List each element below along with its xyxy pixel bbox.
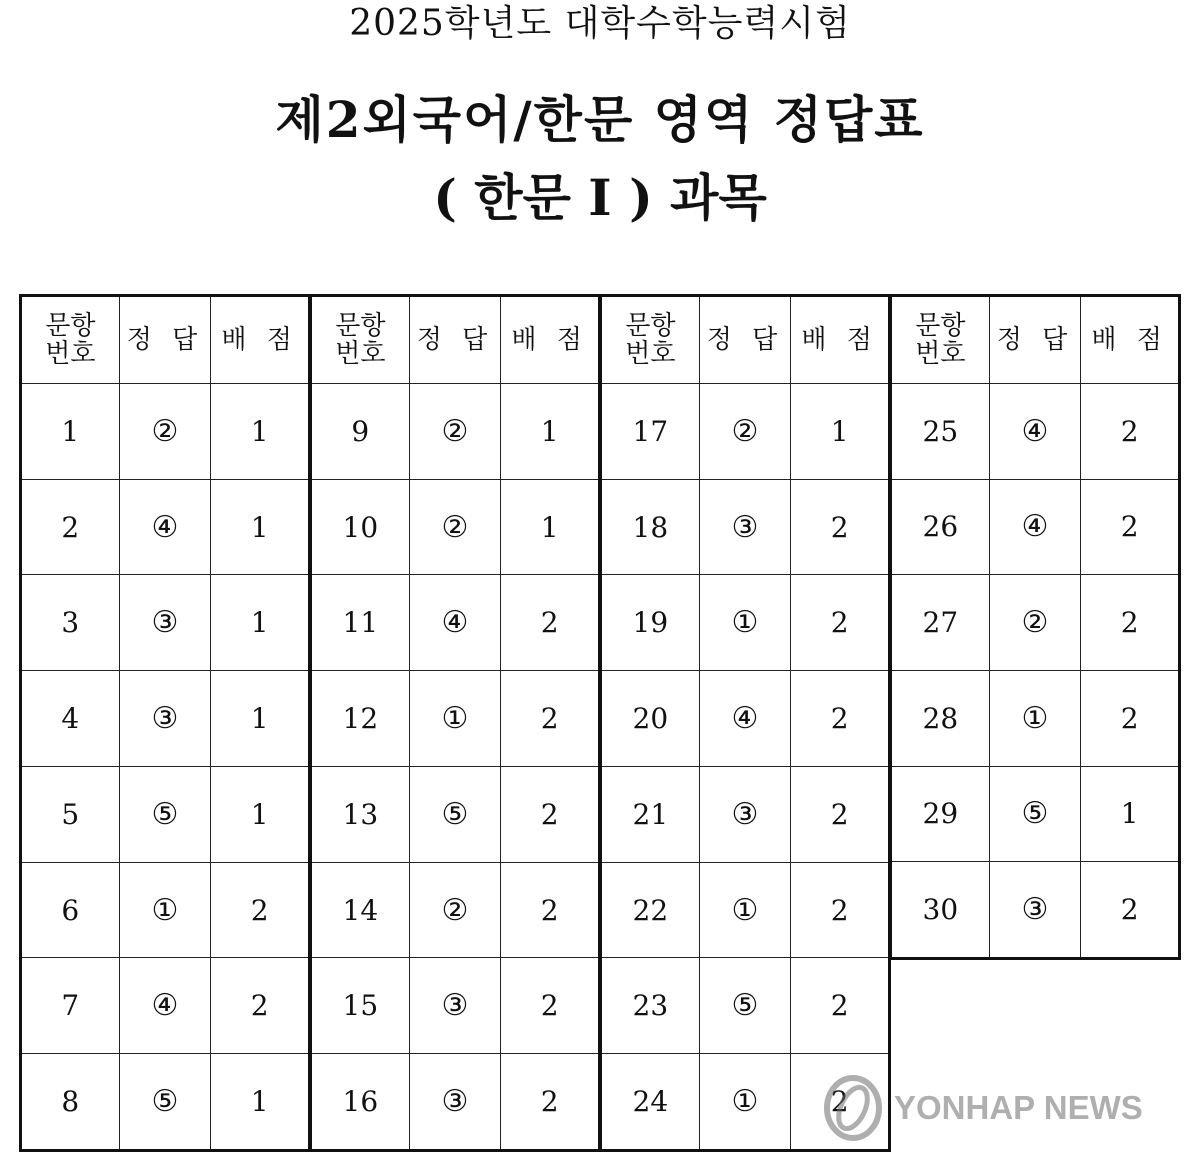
yonhap-logo-icon xyxy=(822,1073,884,1143)
answer-cell: ③ xyxy=(989,862,1081,959)
header-row xyxy=(891,296,1180,384)
points-cell: 2 xyxy=(501,671,600,767)
yonhap-news-watermark xyxy=(822,1068,1192,1148)
points-cell: 1 xyxy=(211,575,310,671)
answer-cell: ⑤ xyxy=(989,766,1081,862)
points-cell: 1 xyxy=(1081,766,1180,862)
points-cell: 2 xyxy=(211,862,310,958)
answer-header: 정 답 xyxy=(699,296,791,384)
table-row xyxy=(891,862,1180,959)
question-number-cell: 6 xyxy=(21,862,120,958)
question-number-header-line1: 문항 xyxy=(335,311,386,341)
question-number-cell: 14 xyxy=(311,862,410,958)
answer-cell: ② xyxy=(409,479,501,575)
answer-table-block-1 xyxy=(19,294,311,1152)
answer-header: 정 답 xyxy=(409,296,501,384)
table-row xyxy=(311,1054,600,1151)
points-cell: 2 xyxy=(1081,479,1180,575)
question-number-cell: 21 xyxy=(601,766,700,862)
points-cell: 1 xyxy=(211,479,310,575)
question-number-cell: 22 xyxy=(601,862,700,958)
question-number-cell: 13 xyxy=(311,766,410,862)
question-number-header-line2: 번호 xyxy=(915,339,966,369)
table-row xyxy=(601,862,890,958)
question-number-cell: 19 xyxy=(601,575,700,671)
answer-header: 정 답 xyxy=(119,296,211,384)
answer-cell: ② xyxy=(119,384,211,480)
table-row xyxy=(311,479,600,575)
answer-cell: ③ xyxy=(699,766,791,862)
question-number-header xyxy=(601,296,700,384)
question-number-cell: 1 xyxy=(21,384,120,480)
table-row xyxy=(21,671,310,767)
question-number-cell: 4 xyxy=(21,671,120,767)
question-number-header xyxy=(311,296,410,384)
answer-cell: ③ xyxy=(119,575,211,671)
table-row xyxy=(601,766,890,862)
table-row xyxy=(311,862,600,958)
points-cell: 2 xyxy=(791,958,890,1054)
points-cell: 2 xyxy=(501,575,600,671)
answer-cell: ③ xyxy=(409,1054,501,1151)
table-row xyxy=(311,384,600,480)
answer-cell: ⑤ xyxy=(119,766,211,862)
question-number-header-line2: 번호 xyxy=(45,339,96,369)
section-title: 제2외국어/한문 영역 정답표 xyxy=(275,90,925,149)
table-row xyxy=(21,575,310,671)
table-row xyxy=(21,862,310,958)
points-cell: 2 xyxy=(791,575,890,671)
header-row xyxy=(311,296,600,384)
table-row xyxy=(311,575,600,671)
table-row xyxy=(311,766,600,862)
answer-cell: ③ xyxy=(699,479,791,575)
table-row xyxy=(601,575,890,671)
answer-cell: ② xyxy=(699,384,791,480)
answer-cell: ② xyxy=(409,384,501,480)
answer-cell: ① xyxy=(699,862,791,958)
question-number-header-line1: 문항 xyxy=(625,311,676,341)
answer-cell: ② xyxy=(989,575,1081,671)
question-number-cell: 17 xyxy=(601,384,700,480)
answer-cell: ④ xyxy=(989,384,1081,480)
answer-cell: ① xyxy=(989,670,1081,766)
answer-table-block-3 xyxy=(599,294,891,1152)
points-cell: 2 xyxy=(1081,862,1180,959)
table-row xyxy=(21,479,310,575)
table-row xyxy=(601,479,890,575)
question-number-cell: 30 xyxy=(891,862,990,959)
question-number-cell: 25 xyxy=(891,384,990,480)
question-number-cell: 3 xyxy=(21,575,120,671)
points-cell: 2 xyxy=(501,958,600,1054)
points-cell: 2 xyxy=(501,862,600,958)
question-number-cell: 15 xyxy=(311,958,410,1054)
question-number-header-line1: 문항 xyxy=(45,311,96,341)
answer-cell: ① xyxy=(119,862,211,958)
answer-table-block-2 xyxy=(309,294,601,1152)
answer-cell: ⑤ xyxy=(699,958,791,1054)
exam-title: 2025학년도 대학수학능력시험 xyxy=(349,3,851,44)
points-cell: 2 xyxy=(501,766,600,862)
table-row xyxy=(601,958,890,1054)
table-row xyxy=(21,1054,310,1151)
question-number-cell: 20 xyxy=(601,671,700,767)
points-cell: 1 xyxy=(211,1054,310,1151)
answer-cell: ③ xyxy=(409,958,501,1054)
points-cell: 2 xyxy=(791,1054,890,1151)
table-row xyxy=(21,766,310,862)
answer-cell: ④ xyxy=(119,958,211,1054)
question-number-header-line1: 문항 xyxy=(915,311,966,341)
question-number-cell: 11 xyxy=(311,575,410,671)
question-number-cell: 10 xyxy=(311,479,410,575)
points-cell: 1 xyxy=(791,384,890,480)
answer-cell: ① xyxy=(409,671,501,767)
answer-table-block-4 xyxy=(889,294,1181,960)
points-cell: 2 xyxy=(791,862,890,958)
answer-cell: ① xyxy=(699,1054,791,1151)
question-number-cell: 12 xyxy=(311,671,410,767)
question-number-cell: 7 xyxy=(21,958,120,1054)
points-cell: 2 xyxy=(791,766,890,862)
question-number-cell: 2 xyxy=(21,479,120,575)
answer-cell: ⑤ xyxy=(409,766,501,862)
points-cell: 1 xyxy=(501,384,600,480)
points-cell: 1 xyxy=(211,384,310,480)
points-cell: 2 xyxy=(1081,384,1180,480)
points-header: 배 점 xyxy=(791,296,890,384)
header-row xyxy=(601,296,890,384)
table-row xyxy=(891,479,1180,575)
question-number-cell: 23 xyxy=(601,958,700,1054)
answer-header: 정 답 xyxy=(989,296,1081,384)
answer-cell: ③ xyxy=(119,671,211,767)
answer-cell: ④ xyxy=(989,479,1081,575)
question-number-header xyxy=(21,296,120,384)
question-number-cell: 27 xyxy=(891,575,990,671)
points-cell: 2 xyxy=(1081,670,1180,766)
table-row xyxy=(311,958,600,1054)
points-cell: 2 xyxy=(1081,575,1180,671)
table-row xyxy=(891,384,1180,480)
points-cell: 2 xyxy=(791,479,890,575)
answer-cell: ① xyxy=(699,575,791,671)
table-row xyxy=(891,670,1180,766)
answer-cell: ⑤ xyxy=(119,1054,211,1151)
table-row xyxy=(601,671,890,767)
points-cell: 1 xyxy=(211,766,310,862)
points-cell: 2 xyxy=(501,1054,600,1151)
answer-cell: ④ xyxy=(119,479,211,575)
question-number-cell: 18 xyxy=(601,479,700,575)
question-number-cell: 16 xyxy=(311,1054,410,1151)
points-cell: 1 xyxy=(211,671,310,767)
table-row xyxy=(21,958,310,1054)
points-header: 배 점 xyxy=(501,296,600,384)
answer-cell: ④ xyxy=(699,671,791,767)
question-number-cell: 8 xyxy=(21,1054,120,1151)
points-cell: 2 xyxy=(791,671,890,767)
answer-cell: ② xyxy=(409,862,501,958)
question-number-cell: 29 xyxy=(891,766,990,862)
table-row xyxy=(311,671,600,767)
question-number-header-line2: 번호 xyxy=(625,339,676,369)
watermark-text: YONHAP NEWS xyxy=(894,1089,1143,1126)
table-row xyxy=(21,384,310,480)
question-number-cell: 24 xyxy=(601,1054,700,1151)
subject-title: ( 한문 I ) 과목 xyxy=(433,168,767,227)
points-cell: 1 xyxy=(501,479,600,575)
table-row xyxy=(601,384,890,480)
points-header: 배 점 xyxy=(211,296,310,384)
answer-cell: ④ xyxy=(409,575,501,671)
question-number-header-line2: 번호 xyxy=(335,339,386,369)
question-number-cell: 9 xyxy=(311,384,410,480)
table-row xyxy=(891,766,1180,862)
question-number-cell: 26 xyxy=(891,479,990,575)
points-header: 배 점 xyxy=(1081,296,1180,384)
header-row xyxy=(21,296,310,384)
table-row xyxy=(891,575,1180,671)
points-cell: 2 xyxy=(211,958,310,1054)
question-number-header xyxy=(891,296,990,384)
question-number-cell: 28 xyxy=(891,670,990,766)
question-number-cell: 5 xyxy=(21,766,120,862)
